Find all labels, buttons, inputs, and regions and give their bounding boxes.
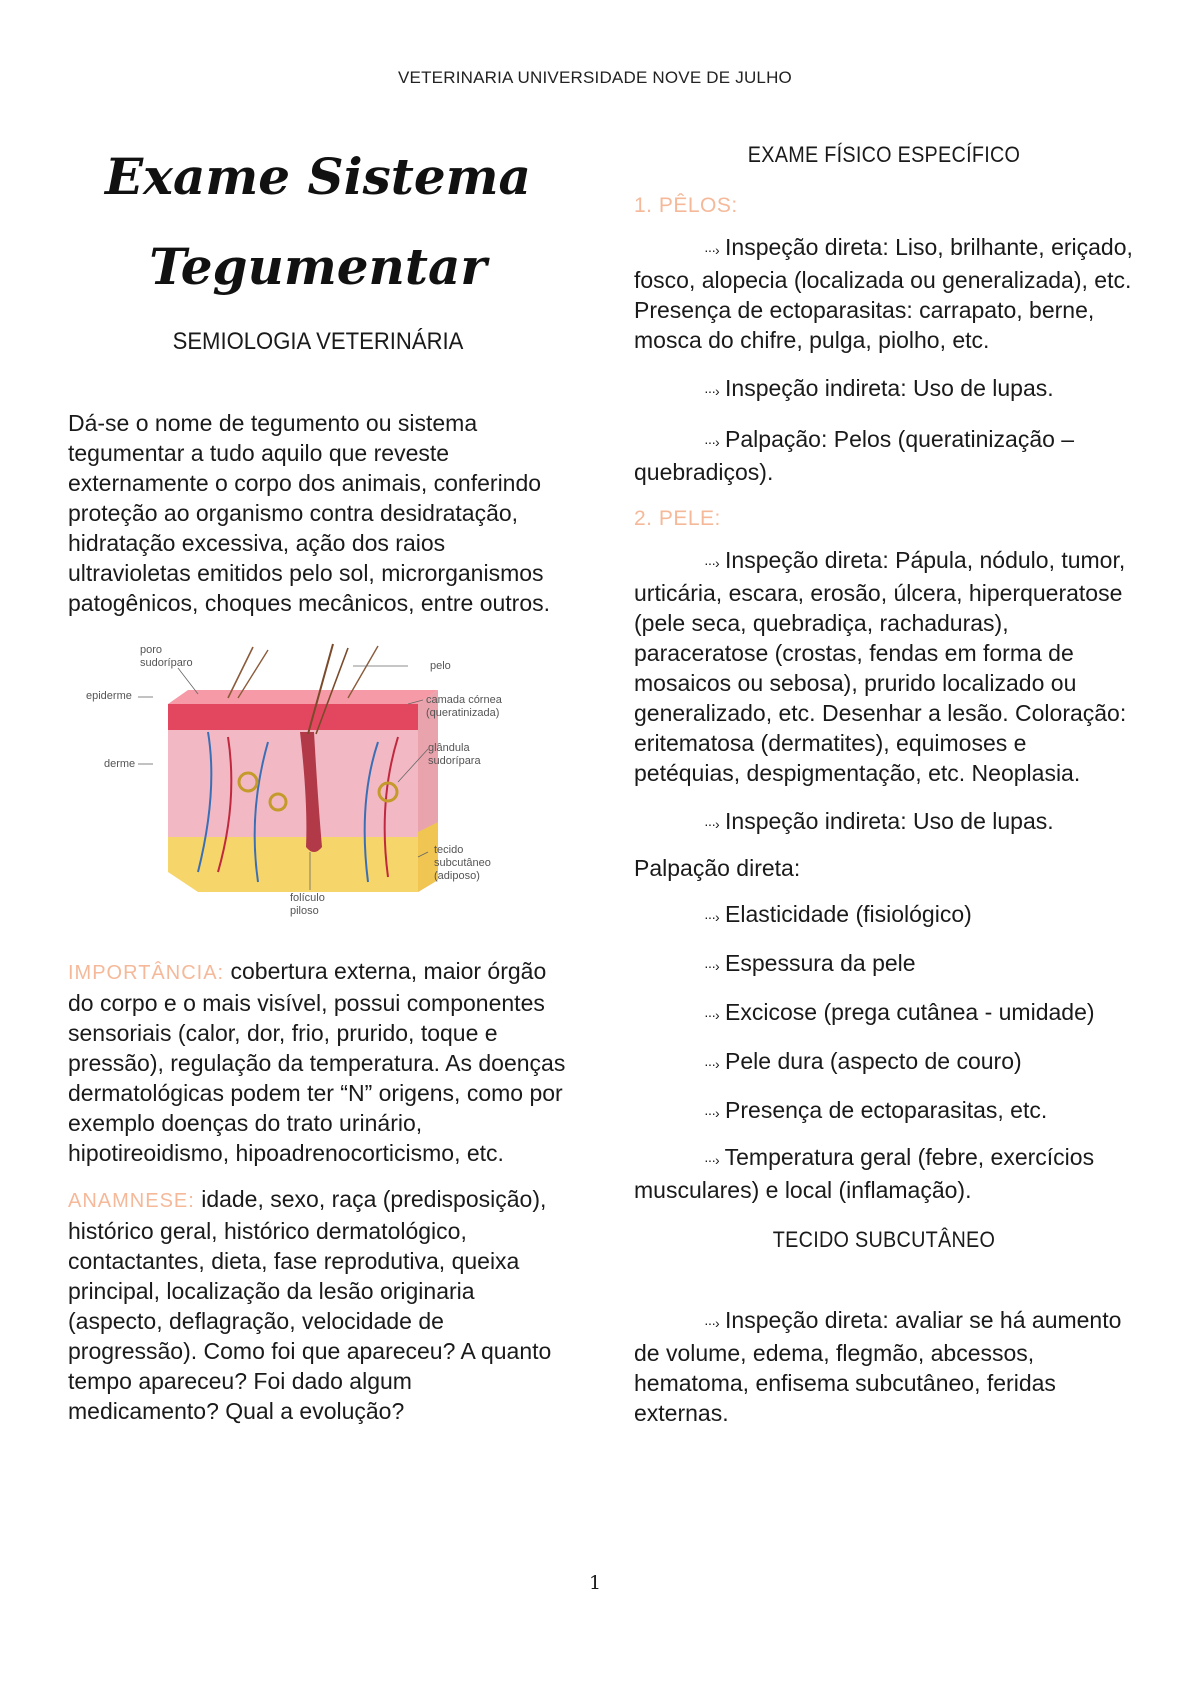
title-line-1: Exame Sistema	[105, 147, 531, 206]
arrow-icon: ···›	[704, 1007, 719, 1023]
list-item-text: Pele dura (aspecto de couro)	[725, 1048, 1022, 1074]
list-item	[704, 948, 1134, 981]
subcutaneo-inspecao-direta	[634, 1305, 1134, 1428]
arrow-icon: ···›	[704, 958, 719, 974]
pelos-inspecao-direta-text: Inspeção direta: Liso, brilhante, eriçado, fosco, alopecia (localizada ou generalizada), etc. Presença de ectoparasitas: carrapato, berne, mosca do chifre, pulga, piolho, etc.	[634, 234, 1133, 353]
label-derme: derme	[104, 758, 136, 770]
label-tecido: tecido subcutâneo (adiposo)	[434, 844, 491, 882]
importancia-label: IMPORTÂNCIA:	[68, 962, 225, 984]
list-item-text: Espessura da pele	[725, 950, 916, 976]
arrow-icon: ···›	[704, 1315, 719, 1331]
pelos-inspecao-indireta-text: Inspeção indireta: Uso de lupas.	[725, 375, 1054, 401]
pele-inspecao-direta	[634, 545, 1134, 788]
arrow-icon: ···›	[704, 816, 719, 832]
page-title	[68, 132, 568, 312]
section-pelos: 1. PÊLOS:	[634, 194, 738, 217]
pelos-palpacao-text: Palpação: Pelos (queratinização – quebradiços).	[634, 426, 1075, 485]
left-column	[68, 120, 568, 1426]
arrow-icon: ···›	[704, 1056, 719, 1072]
arrow-icon: ···›	[704, 555, 719, 571]
arrow-icon: ···›	[704, 1152, 719, 1168]
anamnese-paragraph	[68, 1184, 568, 1426]
anamnese-text: idade, sexo, raça (predisposição), histórico geral, histórico dermatológico, contactantes, dieta, fase reprodutiva, queixa principal, localização da lesão originaria (aspecto, deflagração, velocidade de progressão). Como foi que apareceu? A quanto tempo apareceu? Foi dado algum medicamento? Qual a evolução?	[68, 1186, 552, 1424]
intro-paragraph: Dá-se o nome de tegumento ou sistema tegumentar a tudo aquilo que reveste externamente o corpo dos animais, conferindo proteção ao organismo contra desidratação, hidratação excessiva, ação dos raios ultravioletas emitidos pelo sol, microrganismos patogênicos, choques mecânicos, entre outros.	[68, 410, 551, 616]
skin-diagram	[78, 642, 578, 942]
pele-inspecao-direta-text: Inspeção direta: Pápula, nódulo, tumor, urticária, escara, erosão, úlcera, hiperqueratose (pele seca, quebradiça, rachaduras), paraceratose (crostas, fendas em forma de mosaicos ou sebosa), prurido localizado ou generalizado, etc. Desenhar a lesão. Coloração: eritematosa (dermatites), equimoses e petéquias, despigmentação, etc. Neoplasia.	[634, 547, 1127, 786]
arrow-icon: ···›	[704, 242, 719, 258]
page-number: 1	[588, 1572, 602, 1594]
list-item-text: Excicose (prega cutânea - umidade)	[725, 999, 1095, 1025]
subtitle: SEMIOLOGIA VETERINÁRIA	[172, 328, 464, 355]
list-item	[704, 1046, 1134, 1079]
section-pele: 2. PELE:	[634, 507, 721, 530]
arrow-icon: ···›	[704, 1105, 719, 1121]
list-item	[704, 899, 1134, 932]
importancia-text: cobertura externa, maior órgão do corpo e o mais visível, possui componentes sensoriais (calor, dor, frio, prurido, toque e pressão), regulação da temperatura. As doenças dermatológicas podem ter “N” origens, como por exemplo doenças do trato urinário, hipotireoidismo, hipoadrenocorticismo, etc.	[68, 958, 566, 1166]
list-item-text: Elasticidade (fisiológico)	[725, 901, 972, 927]
pelos-palpacao	[634, 424, 1134, 487]
subcutaneo-inspecao-direta-text: Inspeção direta: avaliar se há aumento de volume, edema, flegmão, abcessos, hematoma, enfisema subcutâneo, feridas externas.	[634, 1307, 1122, 1426]
title-line-2: Tegumentar	[149, 237, 487, 296]
page-header: VETERINARIA UNIVERSIDADE NOVE DE JULHO	[398, 68, 792, 87]
label-pelo: pelo	[430, 660, 451, 672]
section-heading-subcutaneo: TECIDO SUBCUTÂNEO	[772, 1227, 996, 1252]
arrow-icon: ···›	[704, 434, 719, 450]
pelos-inspecao-direta	[634, 232, 1134, 355]
skin-cross-section-illustration	[78, 642, 578, 942]
anamnese-label: ANAMNESE:	[68, 1190, 195, 1212]
list-item	[704, 1095, 1134, 1128]
list-item	[704, 997, 1134, 1030]
list-item-text: Presença de ectoparasitas, etc.	[725, 1097, 1048, 1123]
temperatura-text: Temperatura geral (febre, exercícios musculares) e local (inflamação).	[634, 1144, 1095, 1203]
palpacao-direta-label: Palpação direta:	[634, 855, 801, 881]
right-column	[634, 120, 1134, 1428]
arrow-icon: ···›	[704, 909, 719, 925]
pele-inspecao-indireta-text: Inspeção indireta: Uso de lupas.	[725, 808, 1054, 834]
temperatura-paragraph	[634, 1142, 1134, 1205]
section-heading-exame: EXAME FÍSICO ESPECÍFICO	[747, 142, 1021, 167]
label-epiderme: epiderme	[86, 690, 132, 702]
label-foliculo: folículo piloso	[290, 892, 325, 917]
label-glandula: glândula sudorípara	[428, 742, 481, 767]
pelos-inspecao-indireta	[634, 373, 1134, 406]
importancia-paragraph	[68, 956, 568, 1168]
label-poro: poro sudoríparo	[140, 644, 193, 669]
arrow-icon: ···›	[704, 383, 719, 399]
pele-inspecao-indireta	[634, 806, 1134, 839]
label-camada: camada córnea (queratinizada)	[426, 694, 502, 719]
